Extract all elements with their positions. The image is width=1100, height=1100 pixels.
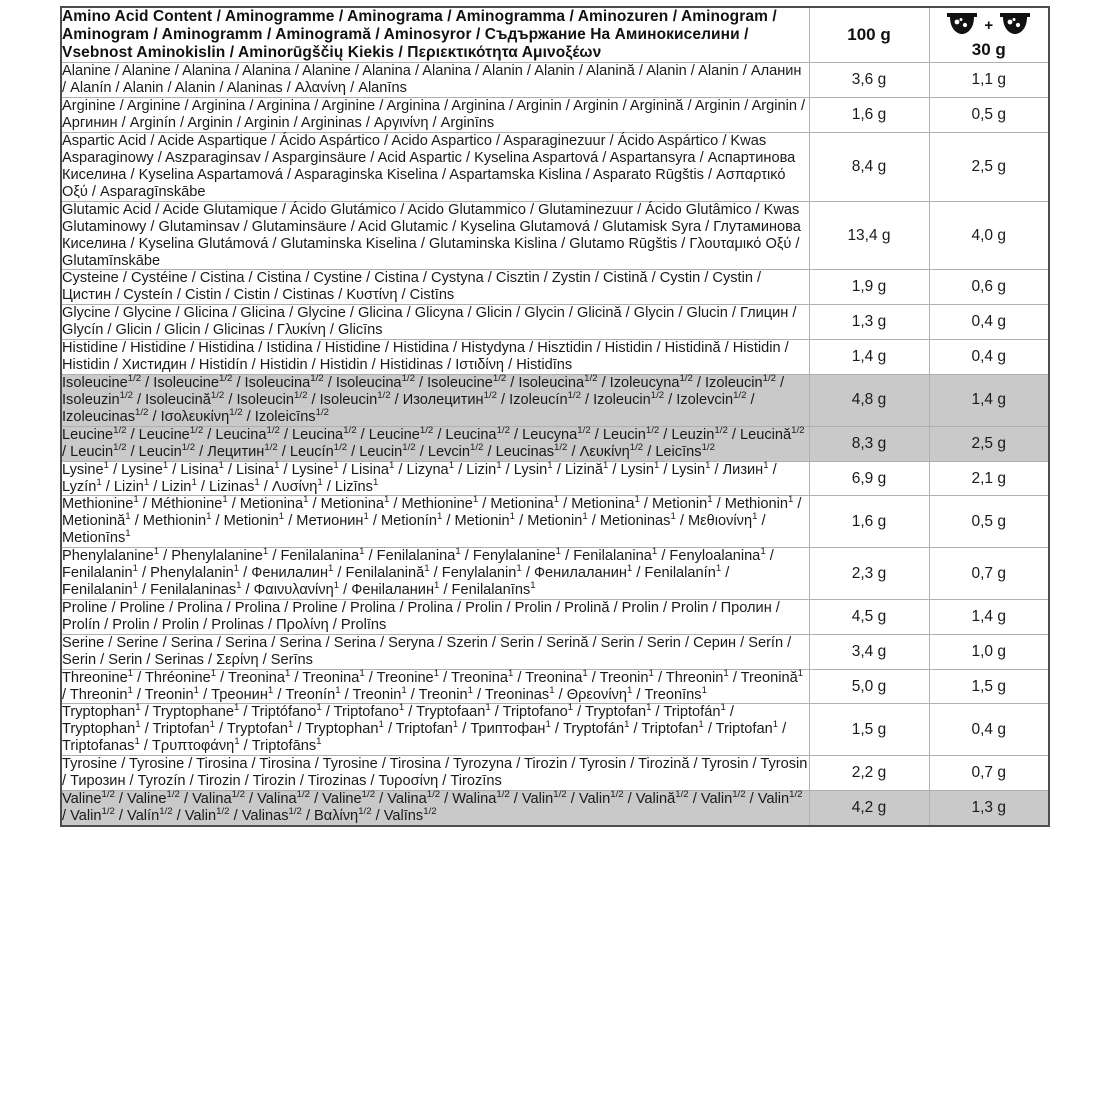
value-per-serving: 1,4 g (929, 599, 1049, 634)
amino-acid-name: Leucine$^{1/2}$ / Leucine$^{1/2}$ / Leucina$^{1/2}$ / Leucina$^{1/2}$ / Leucine$^{1/2}$ / Leucina$^{1/2}$ / Leucyna$^{1/2}$ / Leucin$^{1/2}$ / Leuzin$^{1/2}$ / Leucină$^{1/2}$ / Leucin$^{1/2}$ / Leucin$^{1/2}$ / Лецитин$^{1/2}$ / Leucín$^{1/2}$ / Leucin$^{1/2}$ / Levcin$^{1/2}$ / Leucinas$^{1/2}$ / Λευκίνη$^{1/2}$ / Leicīns$^{1/2}$ (61, 426, 809, 461)
amino-acid-name: Serine / Serine / Serina / Serina / Serina / Serina / Seryna / Szerin / Serin / Serină / Serin / Serin / Серин / Serín / Serin / Serin / Serinas / Σερίνη / Serīns (61, 634, 809, 669)
table-body (61, 63, 1049, 826)
table-row (61, 756, 1049, 791)
value-per-100g: 5,0 g (809, 669, 929, 704)
value-per-100g: 2,3 g (809, 548, 929, 600)
table-row (61, 791, 1049, 826)
measuring-scoop-icon-2 (996, 10, 1034, 41)
value-per-100g: 1,9 g (809, 270, 929, 305)
value-per-serving: 1,5 g (929, 669, 1049, 704)
column-header-100g: 100 g (809, 7, 929, 63)
amino-acid-name: Glycine / Glycine / Glicina / Glicina / Glycine / Glicina / Glicyna / Glicin / Glycin / Glicină / Glycin / Glucin / Глицин / Glycín / Glicin / Glicin / Glicinas / Γλυκίνη / Glicīns (61, 305, 809, 340)
amino-acid-name: Tryptophan$^1$ / Tryptophane$^1$ / Triptófano$^1$ / Triptofano$^1$ / Tryptofaan$^1$ / Triptofano$^1$ / Tryptofan$^1$ / Triptofán$^1$ / Tryptophan$^1$ / Triptofan$^1$ / Tryptofan$^1$ / Tryptophan$^1$ / Triptofan$^1$ / Триптофан$^1$ / Tryptofán$^1$ / Triptofan$^1$ / Triptofan$^1$ / Triptofanas$^1$ / Τρυπτοφάνη$^1$ / Triptofāns$^1$ (61, 704, 809, 756)
table-row (61, 305, 1049, 340)
table-row (61, 548, 1049, 600)
value-per-100g: 1,6 g (809, 98, 929, 133)
table-row (61, 201, 1049, 270)
amino-acid-name: Aspartic Acid / Acide Aspartique / Ácido Aspártico / Acido Aspartico / Asparaginezuur / Ácido Aspártico / Kwas Asparaginowy / Aszparaginsav / Asparginsäure / Acid Aspartic / Kyselina Aspartová / Aspartansyra / Аспартинова Киселина / Kyselina Aspartamová / Asparaginska Kiselina / Aspartamska Kislina / Asparato Rūgštis / Ασπαρτικό Οξύ / Asparagīnskābe (61, 133, 809, 202)
amino-acid-name: Methionine$^1$ / Méthionine$^1$ / Metionina$^1$ / Metionina$^1$ / Methionine$^1$ / Metionina$^1$ / Metionina$^1$ / Metionin$^1$ / Methionin$^1$ / Metionină$^1$ / Methionin$^1$ / Metionin$^1$ / Метионин$^1$ / Metionín$^1$ / Metionin$^1$ / Metionin$^1$ / Metioninas$^1$ / Μεθιονίνη$^1$ / Metionīns$^1$ (61, 496, 809, 548)
value-per-serving: 0,5 g (929, 98, 1049, 133)
value-per-serving: 0,7 g (929, 548, 1049, 600)
table-row (61, 374, 1049, 426)
value-per-100g: 4,5 g (809, 599, 929, 634)
amino-acid-table (60, 6, 1050, 827)
amino-acid-name: Histidine / Histidine / Histidina / Istidina / Histidine / Histidina / Histydyna / Hisztidin / Histidin / Histidină / Histidin / Histidin / Хистидин / Histidín / Histidin / Histidin / Histidinas / Ιστιδίνη / Histidīns (61, 340, 809, 375)
amino-acid-name: Isoleucine$^{1/2}$ / Isoleucine$^{1/2}$ / Isoleucina$^{1/2}$ / Isoleucina$^{1/2}$ / Isoleucine$^{1/2}$ / Isoleucina$^{1/2}$ / Izoleucyna$^{1/2}$ / Izoleucin$^{1/2}$ / Isoleuzin$^{1/2}$ / Isoleucină$^{1/2}$ / Isoleucin$^{1/2}$ / Isoleucin$^{1/2}$ / Изолецитин$^{1/2}$ / Izoleucín$^{1/2}$ / Izoleucin$^{1/2}$ / Izolevcin$^{1/2}$ / Izoleucinas$^{1/2}$ / Ισολευκίνη$^{1/2}$ / Izoleicīns$^{1/2}$ (61, 374, 809, 426)
table-row (61, 496, 1049, 548)
amino-acid-name: Cysteine / Cystéine / Cistina / Cistina / Cystine / Cistina / Cystyna / Cisztin / Zystin / Cistină / Cystin / Cystin / Цистин / Cysteín / Cistin / Cistin / Cistinas / Κυστίνη / Cistīns (61, 270, 809, 305)
table-row (61, 98, 1049, 133)
table-row (61, 704, 1049, 756)
amino-acid-name: Phenylalanine$^1$ / Phenylalanine$^1$ / Fenilalanina$^1$ / Fenilalanina$^1$ / Fenylalanine$^1$ / Fenilalanina$^1$ / Fenyloalanina$^1$ / Fenilalanin$^1$ / Phenylalanin$^1$ / Фенилалин$^1$ / Fenilalanină$^1$ / Fenylalanin$^1$ / Фенилаланин$^1$ / Fenilalanín$^1$ / Fenilalanin$^1$ / Fenilalaninas$^1$ / Φαινυλανίνη$^1$ / Фенilаланин$^1$ / Fenilalanīns$^1$ (61, 548, 809, 600)
value-per-100g: 13,4 g (809, 201, 929, 270)
value-per-serving: 0,4 g (929, 704, 1049, 756)
value-per-serving: 0,6 g (929, 270, 1049, 305)
value-per-100g: 1,4 g (809, 340, 929, 375)
table-row (61, 461, 1049, 496)
table-header (61, 7, 1049, 63)
value-per-100g: 1,6 g (809, 496, 929, 548)
amino-acid-name: Arginine / Arginine / Arginina / Arginina / Arginine / Arginina / Arginina / Arginin / Arginin / Arginină / Arginin / Arginin / Аргинин / Arginín / Arginin / Arginin / Argininas / Αργινίνη / Arginīns (61, 98, 809, 133)
table-row (61, 270, 1049, 305)
value-per-serving: 0,4 g (929, 305, 1049, 340)
table-row (61, 634, 1049, 669)
value-per-serving: 1,1 g (929, 63, 1049, 98)
value-per-100g: 4,2 g (809, 791, 929, 826)
table-row (61, 599, 1049, 634)
amino-acid-name: Tyrosine / Tyrosine / Tirosina / Tirosina / Tyrosine / Tirosina / Tyrozyna / Tirozin / Tyrosin / Tirozină / Tyrosin / Tyrosin / Тирозин / Tyrozín / Tirozin / Tirozin / Tirozinas / Τυροσίνη / Tirozīns (62, 756, 808, 790)
plus-icon: + (984, 17, 994, 35)
amino-acid-name: Glutamic Acid / Acide Glutamique / Ácido Glutámico / Acido Glutammico / Glutaminezuur / Ácido Glutâmico / Kwas Glutaminowy / Glutaminsav / Glutaminsäure / Acid Glutamic / Kyselina Glutamová / Glutamisk Syra / Глутаминова Киселина / Kyselina Glutámová / Glutaminska Kiselina / Glutaminska Kislina / Glutamo Rūgštis / Γλουταμικό Οξύ / Glutamīnskābe (61, 201, 809, 270)
table-row (61, 63, 1049, 98)
measuring-scoop-icon (943, 10, 981, 41)
value-per-100g: 4,8 g (809, 374, 929, 426)
value-per-serving: 2,5 g (929, 426, 1049, 461)
value-per-serving: 0,5 g (929, 496, 1049, 548)
value-per-100g: 1,5 g (809, 704, 929, 756)
column-header-serving (929, 7, 1049, 63)
amino-acid-name: Alanine / Alanine / Alanina / Alanina / Alanine / Alanina / Alanina / Alanin / Alanin / Alanină / Alanin / Alanin / Аланин / Alanín / Alanin / Alanin / Alaninas / Αλανίνη / Alanīns (61, 63, 809, 98)
value-per-serving: 1,3 g (929, 791, 1049, 826)
value-per-100g: 2,2 g (809, 756, 929, 791)
serving-size-label: 30 g (971, 39, 1006, 59)
value-per-serving: 2,5 g (929, 133, 1049, 202)
value-per-100g: 3,4 g (809, 634, 929, 669)
value-per-serving: 0,7 g (929, 756, 1049, 791)
amino-acid-name: Threonine$^1$ / Thréonine$^1$ / Treonina$^1$ / Treonina$^1$ / Treonine$^1$ / Treonina$^1$ / Treonina$^1$ / Treonin$^1$ / Threonin$^1$ / Treonină$^1$ / Threonin$^1$ / Treonin$^1$ / Треонин$^1$ / Treonín$^1$ / Treonin$^1$ / Treonin$^1$ / Treoninas$^1$ / Θρεονίνη$^1$ / Treonīns$^1$ (61, 669, 809, 704)
table-row (61, 340, 1049, 375)
table-title: Amino Acid Content / Aminogramme / Aminograma / Aminogramma / Aminozuren / Aminogram / Aminogram / Aminogramm / Aminogramă / Aminosyror / Съдържание На Аминокиселини / Vsebnost Aminokislin / Aminorūgščių Kiekis / Περιεκτικότητα Αμινοξέων (61, 7, 809, 63)
scoop-icons (930, 11, 1049, 41)
value-per-serving: 1,0 g (929, 634, 1049, 669)
value-per-serving: 2,1 g (929, 461, 1049, 496)
amino-acid-name: Valine$^{1/2}$ / Valine$^{1/2}$ / Valina$^{1/2}$ / Valina$^{1/2}$ / Valine$^{1/2}$ / Valina$^{1/2}$ / Walina$^{1/2}$ / Valin$^{1/2}$ / Valin$^{1/2}$ / Valină$^{1/2}$ / Valin$^{1/2}$ / Valin$^{1/2}$ / Valin$^{1/2}$ / Valín$^{1/2}$ / Valin$^{1/2}$ / Valinas$^{1/2}$ / Βαλίνη$^{1/2}$ / Valīns$^{1/2}$ (61, 791, 809, 826)
amino-acid-name: Proline / Proline / Prolina / Prolina / Proline / Prolina / Prolina / Prolin / Prolin / Prolină / Prolin / Prolin / Пролин / Prolín / Prolin / Prolin / Prolinas / Προλίνη / Prolīns (61, 599, 809, 634)
value-per-100g: 6,9 g (809, 461, 929, 496)
value-per-serving: 1,4 g (929, 374, 1049, 426)
table-row (61, 426, 1049, 461)
table-row (61, 669, 1049, 704)
value-per-serving: 0,4 g (929, 340, 1049, 375)
value-per-100g: 8,3 g (809, 426, 929, 461)
value-per-serving: 4,0 g (929, 201, 1049, 270)
value-per-100g: 1,3 g (809, 305, 929, 340)
table-row (61, 133, 1049, 202)
value-per-100g: 8,4 g (809, 133, 929, 202)
amino-acid-name: Lysine$^1$ / Lysine$^1$ / Lisina$^1$ / Lisina$^1$ / Lysine$^1$ / Lisina$^1$ / Lizyna$^1$ / Lizin$^1$ / Lysin$^1$ / Lizină$^1$ / Lysin$^1$ / Lysin$^1$ / Лизин$^1$ / Lyzín$^1$ / Lizin$^1$ / Lizin$^1$ / Lizinas$^1$ / Λυσίνη$^1$ / Lizīns$^1$ (61, 461, 809, 496)
header-row (61, 7, 1049, 63)
value-per-100g: 3,6 g (809, 63, 929, 98)
